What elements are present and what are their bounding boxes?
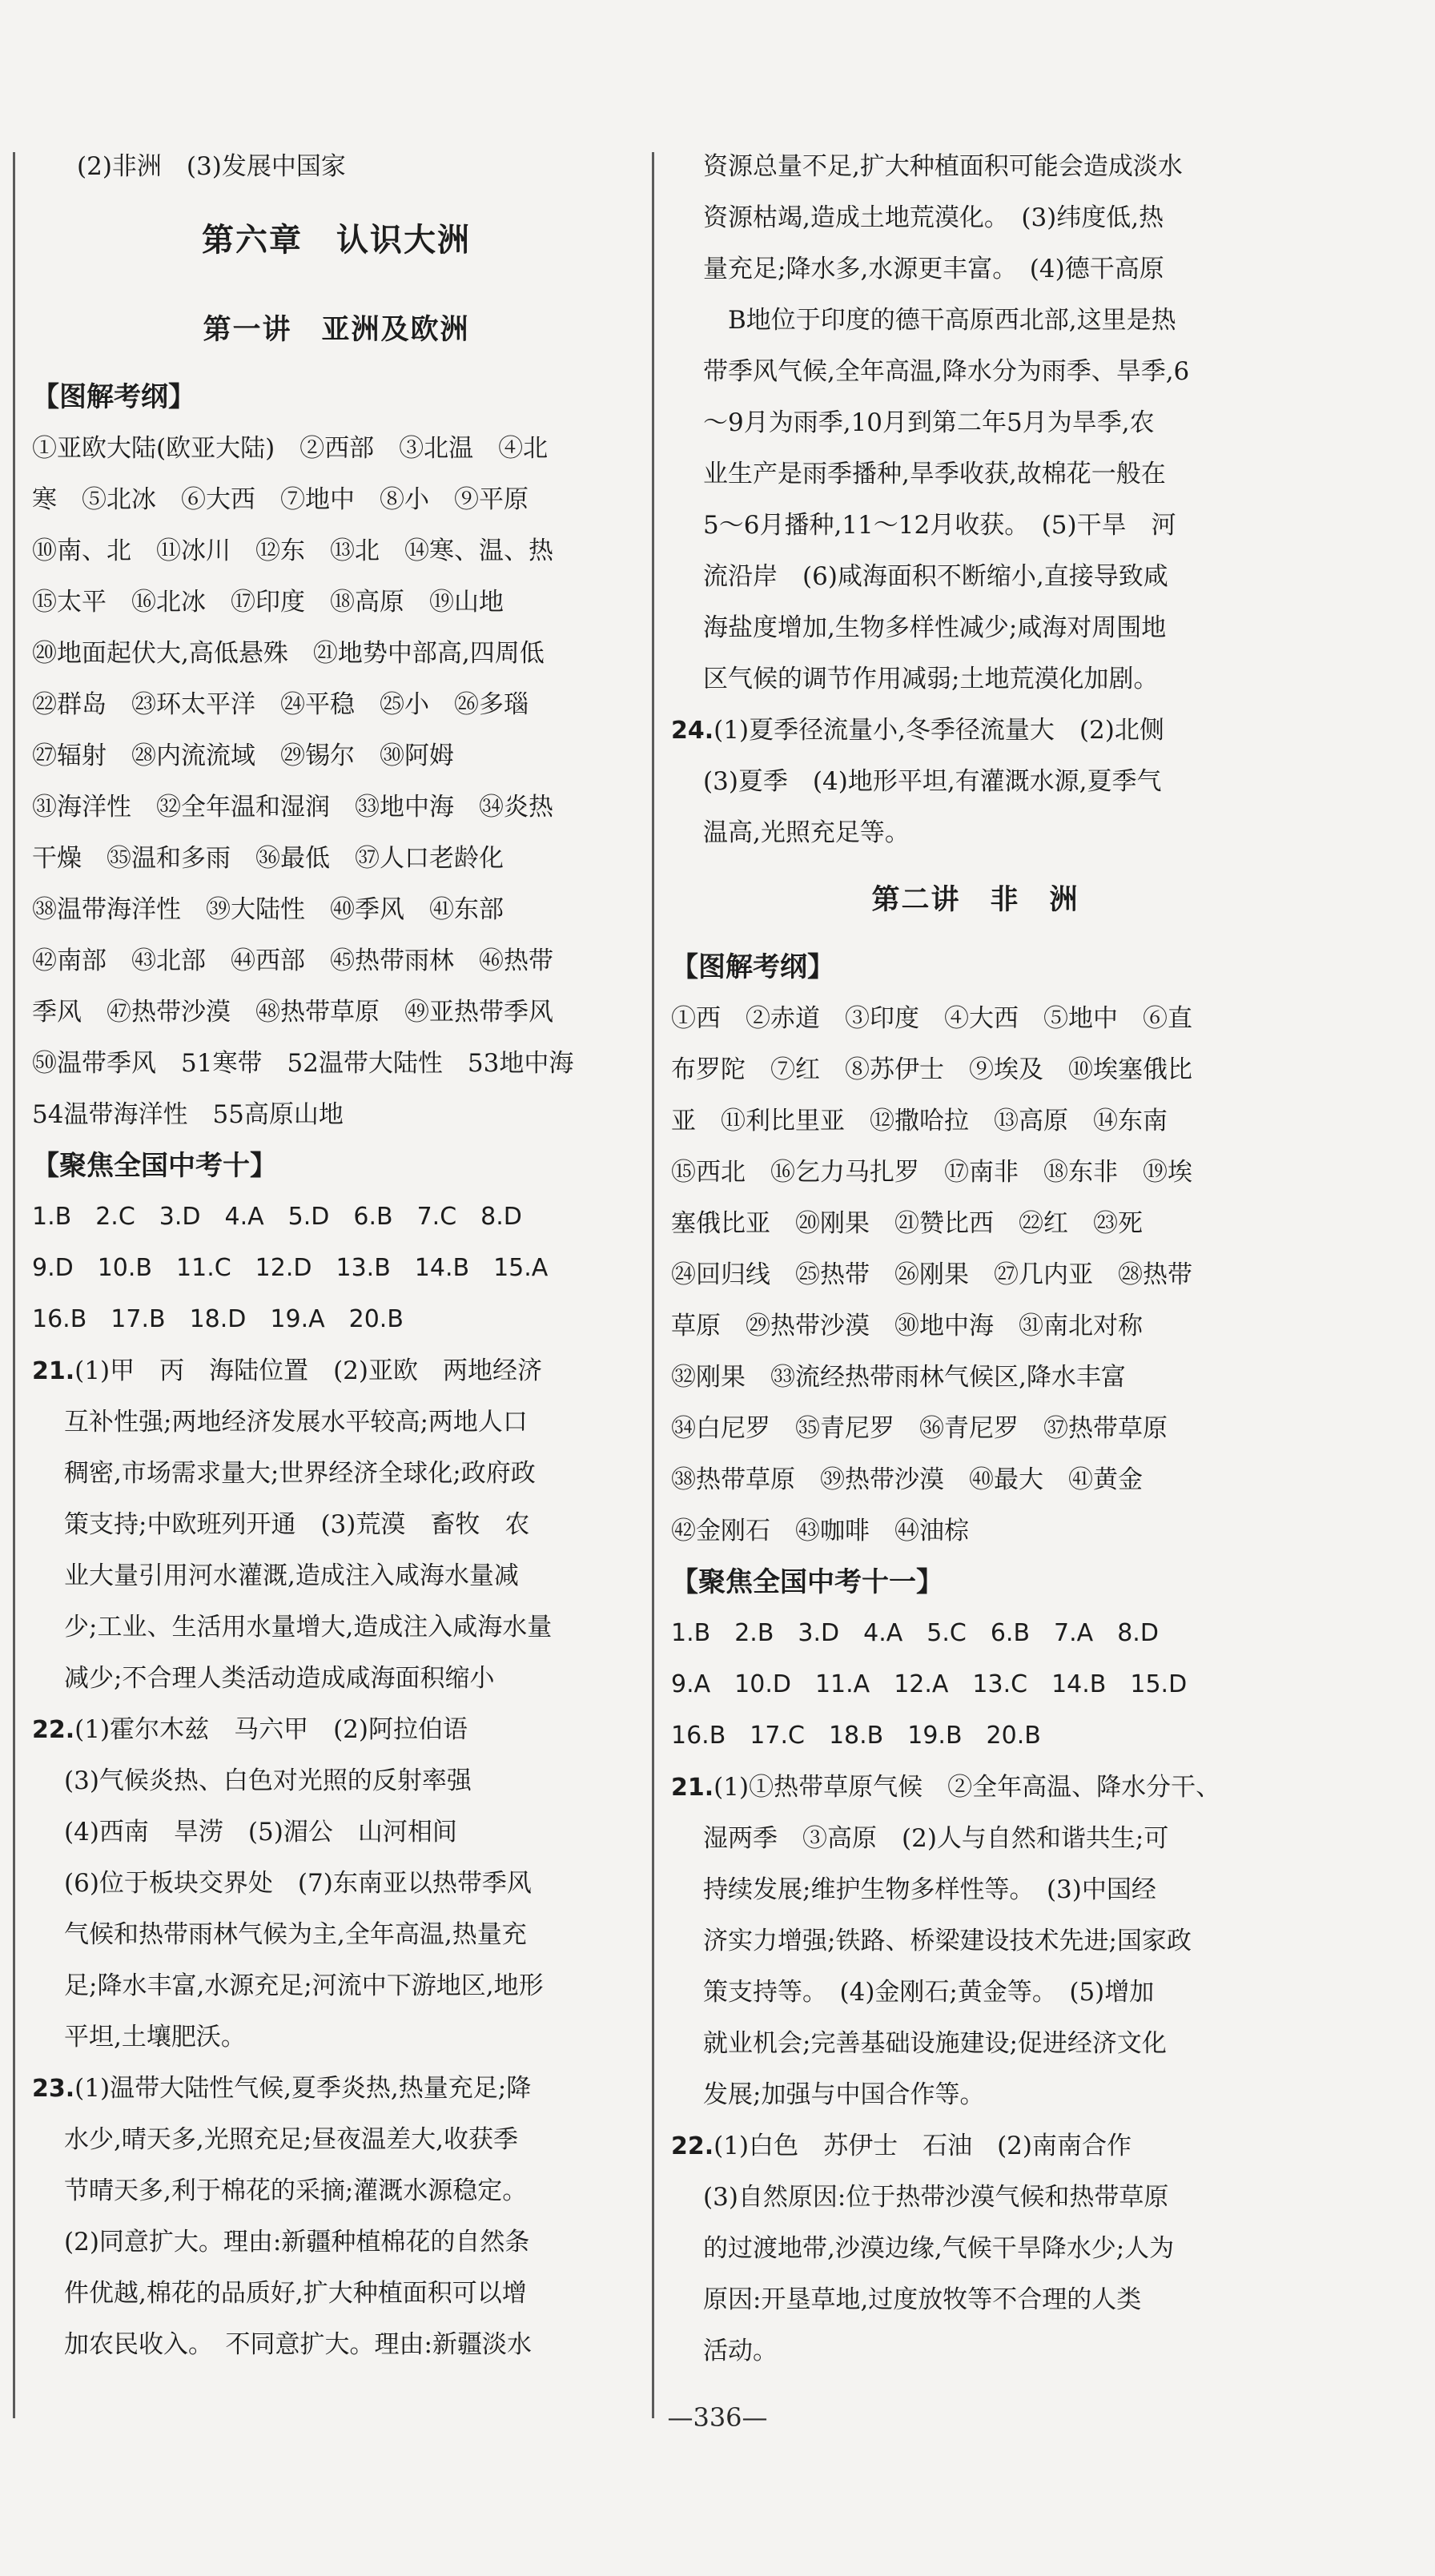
outline-line: ㉞白尼罗 ㉟青尼罗 ㊱青尼罗 ㊲热带草原	[671, 1414, 1168, 1443]
outline-line: ㊳热带草原 ㊴热带沙漠 ㊵最大 ㊶黄金	[671, 1465, 1143, 1494]
answer-text: (6)位于板块交界处 (7)东南亚以热带季风	[64, 1869, 532, 1898]
outline-line: ㉔回归线 ㉕热带 ㉖刚果 ㉗几内亚 ㉘热带	[671, 1260, 1192, 1289]
answer-text: 业大量引用河水灌溉,造成注入咸海水量减	[64, 1561, 519, 1590]
answer-text: 互补性强;两地经济发展水平较高;两地人口	[64, 1408, 528, 1437]
section-heading: 【聚焦全国中考十一】	[671, 1566, 943, 1598]
outline-line: 亚 ⑪利比里亚 ⑫撒哈拉 ⑬高原 ⑭东南	[671, 1107, 1168, 1135]
mc-line: 9.A 10.D 11.A 12.A 13.C 14.B 15.D	[671, 1670, 1188, 1698]
answer-text: 资源枯竭,造成土地荒漠化。 (3)纬度低,热	[703, 203, 1164, 232]
outline-line: 塞俄比亚 ⑳刚果 ㉑赞比西 ㉒红 ㉓死	[671, 1209, 1143, 1238]
answer-text: 持续发展;维护生物多样性等。 (3)中国经	[703, 1875, 1156, 1904]
outline-block	[671, 993, 1280, 1557]
answer-text: ～9月为雨季,10月到第二年5月为旱季,农	[703, 408, 1155, 437]
answer-text: (1)温带大陆性气候,夏季炎热,热量充足;降	[74, 2074, 532, 2103]
answer-text: 济实力增强;铁路、桥梁建设技术先进;国家政	[703, 1927, 1192, 1955]
outline-line: ⑳地面起伏大,高低悬殊 ㉑地势中部高,四周低	[32, 639, 545, 668]
answer-text: (1)霍尔木兹 马六甲 (2)阿拉伯语	[74, 1715, 468, 1744]
answer-text: 足;降水丰富,水源充足;河流中下游地区,地形	[64, 1971, 544, 2000]
answer-text: 湿两季 ③高原 (2)人与自然和谐共生;可	[703, 1824, 1169, 1853]
answer-text: (1)白色 苏伊士 石油 (2)南南合作	[713, 2132, 1132, 2160]
mc-answers	[671, 1608, 1280, 1762]
answer-text: 加农民收入。 不同意扩大。理由:新疆淡水	[64, 2330, 532, 2359]
lecture-title: 第二讲 非 洲	[871, 884, 1079, 916]
mc-line: 16.B 17.C 18.B 19.B 20.B	[671, 1722, 1041, 1750]
answer-text: (2)同意扩大。理由:新疆种植棉花的自然条	[64, 2228, 530, 2257]
section-heading: 【图解考纲】	[32, 381, 195, 413]
answer-text: 带季风气候,全年高温,降水分为雨季、旱季,6	[703, 357, 1190, 386]
answer-text: 节晴天多,利于棉花的采摘;灌溉水源稳定。	[64, 2176, 528, 2205]
answer-text: (1)夏季径流量小,冬季径流量大 (2)北侧	[713, 716, 1164, 745]
outline-line: ⑩南、北 ⑪冰川 ⑫东 ⑬北 ⑭寒、温、热	[32, 536, 553, 565]
answer-text: 策支持等。 (4)金刚石;黄金等。 (5)增加	[703, 1978, 1155, 2007]
chapter-title: 第六章 认识大洲	[202, 222, 471, 259]
outline-line: ㉒群岛 ㉓环太平洋 ㉔平稳 ㉕小 ㉖多瑙	[32, 690, 529, 719]
question-24	[671, 705, 1280, 858]
question-22	[671, 2120, 1280, 2377]
answer-text: 海盐度增加,生物多样性减少;咸海对周围地	[703, 613, 1167, 642]
answer-text: 件优越,棉花的品质好,扩大种植面积可以增	[64, 2279, 527, 2308]
answer-text: 少;工业、生活用水量增大,造成注入咸海水量	[64, 1613, 553, 1642]
outline-line: ㉛海洋性 ㉜全年温和湿润 ㉝地中海 ㉞炎热	[32, 793, 553, 822]
question-21	[32, 1345, 641, 1704]
answer-text: 平坦,土壤肥沃。	[64, 2023, 246, 2052]
question-23-continued	[671, 141, 1280, 705]
question-number: 21.	[671, 1774, 714, 1802]
answer-text: 稠密,市场需求量大;世界经济全球化;政府政	[64, 1459, 536, 1488]
outline-line: ㉜刚果 ㉝流经热带雨林气候区,降水丰富	[671, 1363, 1126, 1392]
question-number: 22.	[671, 2132, 714, 2160]
left-margin-rule	[13, 152, 15, 2418]
question-number: 23.	[32, 2075, 75, 2103]
outline-line: ①亚欧大陆(欧亚大陆) ②西部 ③北温 ④北	[32, 434, 549, 463]
outline-line: ㊿温带季风 51寒带 52温带大陆性 53地中海	[32, 1049, 574, 1078]
answer-text: 活动。	[703, 2337, 778, 2365]
answer-text: (1)甲 丙 海陆位置 (2)亚欧 两地经济	[74, 1356, 542, 1385]
right-column	[671, 141, 1280, 2377]
answer-text: 区气候的调节作用减弱;土地荒漠化加剧。	[703, 665, 1159, 693]
outline-line: 草原 ㉙热带沙漠 ㉚地中海 ㉛南北对称	[671, 1312, 1143, 1340]
answer-text: 资源总量不足,扩大种植面积可能会造成淡水	[703, 152, 1183, 181]
answer-text: (3)夏季 (4)地形平坦,有灌溉水源,夏季气	[703, 767, 1162, 796]
answer-text: 就业机会;完善基础设施建设;促进经济文化	[703, 2029, 1167, 2058]
answer-text: 气候和热带雨林气候为主,全年高温,热量充	[64, 1920, 527, 1949]
column-divider	[652, 152, 654, 2418]
section-heading: 【聚焦全国中考十】	[32, 1150, 277, 1182]
question-23	[32, 2063, 641, 2370]
answer-text: (4)西南 旱涝 (5)湄公 山河相间	[64, 1818, 457, 1847]
question-number: 21.	[32, 1357, 75, 1385]
outline-line: 布罗陀 ⑦红 ⑧苏伊士 ⑨埃及 ⑩埃塞俄比	[671, 1055, 1192, 1084]
page-number: —336—	[667, 2402, 768, 2433]
answer-text: 原因:开垦草地,过度放牧等不合理的人类	[703, 2285, 1142, 2314]
question-22	[32, 1704, 641, 2063]
answer-text: 流沿岸 (6)咸海面积不断缩小,直接导致咸	[703, 562, 1168, 591]
outline-line: 季风 ㊼热带沙漠 ㊽热带草原 ㊾亚热带季风	[32, 998, 553, 1027]
outline-line: ⑮太平 ⑯北冰 ⑰印度 ⑱高原 ⑲山地	[32, 588, 504, 617]
answer-text: (1)①热带草原气候 ②全年高温、降水分干、	[713, 1773, 1221, 1802]
intro-line: (2)非洲 (3)发展中国家	[77, 152, 346, 181]
answer-text: (3)气候炎热、白色对光照的反射率强	[64, 1766, 472, 1795]
answer-text: (3)自然原因:位于热带沙漠气候和热带草原	[703, 2183, 1169, 2212]
answer-text: 减少;不合理人类活动造成咸海面积缩小	[64, 1664, 495, 1693]
question-21	[671, 1762, 1280, 2120]
answer-text: 水少,晴天多,光照充足;昼夜温差大,收获季	[64, 2125, 519, 2154]
answer-text: 策支持;中欧班列开通 (3)荒漠 畜牧 农	[64, 1510, 530, 1539]
question-number: 24.	[671, 717, 714, 745]
mc-line: 9.D 10.B 11.C 12.D 13.B 14.B 15.A	[32, 1254, 549, 1282]
outline-line: 54温带海洋性 55高原山地	[32, 1100, 344, 1129]
answer-text: 的过渡地带,沙漠边缘,气候干旱降水少;人为	[703, 2234, 1175, 2263]
answer-text: 业生产是雨季播种,旱季收获,故棉花一般在	[703, 460, 1166, 488]
outline-line: ㉗辐射 ㉘内流流域 ㉙锡尔 ㉚阿姆	[32, 741, 454, 770]
lecture-title: 第一讲 亚洲及欧洲	[203, 314, 470, 346]
answer-text: B地位于印度的德干高原西北部,这里是热	[703, 306, 1176, 335]
answer-text: 量充足;降水多,水源更丰富。 (4)德干高原	[703, 255, 1164, 283]
outline-line: ⑮西北 ⑯乞力马扎罗 ⑰南非 ⑱东非 ⑲埃	[671, 1158, 1192, 1187]
outline-block	[32, 423, 641, 1140]
answer-text: 温高,光照充足等。	[703, 818, 910, 847]
mc-line: 1.B 2.B 3.D 4.A 5.C 6.B 7.A 8.D	[671, 1619, 1159, 1647]
left-column	[32, 141, 641, 2370]
outline-line: ㊷南部 ㊸北部 ㊹西部 ㊺热带雨林 ㊻热带	[32, 946, 553, 975]
outline-line: ①西 ②赤道 ③印度 ④大西 ⑤地中 ⑥直	[671, 1004, 1192, 1033]
mc-line: 1.B 2.C 3.D 4.A 5.D 6.B 7.C 8.D	[32, 1203, 522, 1231]
mc-answers	[32, 1192, 641, 1345]
mc-line: 16.B 17.B 18.D 19.A 20.B	[32, 1305, 404, 1333]
answer-text: 发展;加强与中国合作等。	[703, 2080, 985, 2109]
section-heading: 【图解考纲】	[671, 951, 834, 983]
outline-line: ㊷金刚石 ㊸咖啡 ㊹油棕	[671, 1517, 969, 1545]
outline-line: 寒 ⑤北冰 ⑥大西 ⑦地中 ⑧小 ⑨平原	[32, 485, 529, 514]
question-number: 22.	[32, 1716, 75, 1744]
outline-line: 干燥 ㉟温和多雨 ㊱最低 ㊲人口老龄化	[32, 844, 504, 873]
answer-text: 5～6月播种,11～12月收获。 (5)干旱 河	[703, 511, 1176, 540]
outline-line: ㊳温带海洋性 ㊴大陆性 ㊵季风 ㊶东部	[32, 895, 504, 924]
